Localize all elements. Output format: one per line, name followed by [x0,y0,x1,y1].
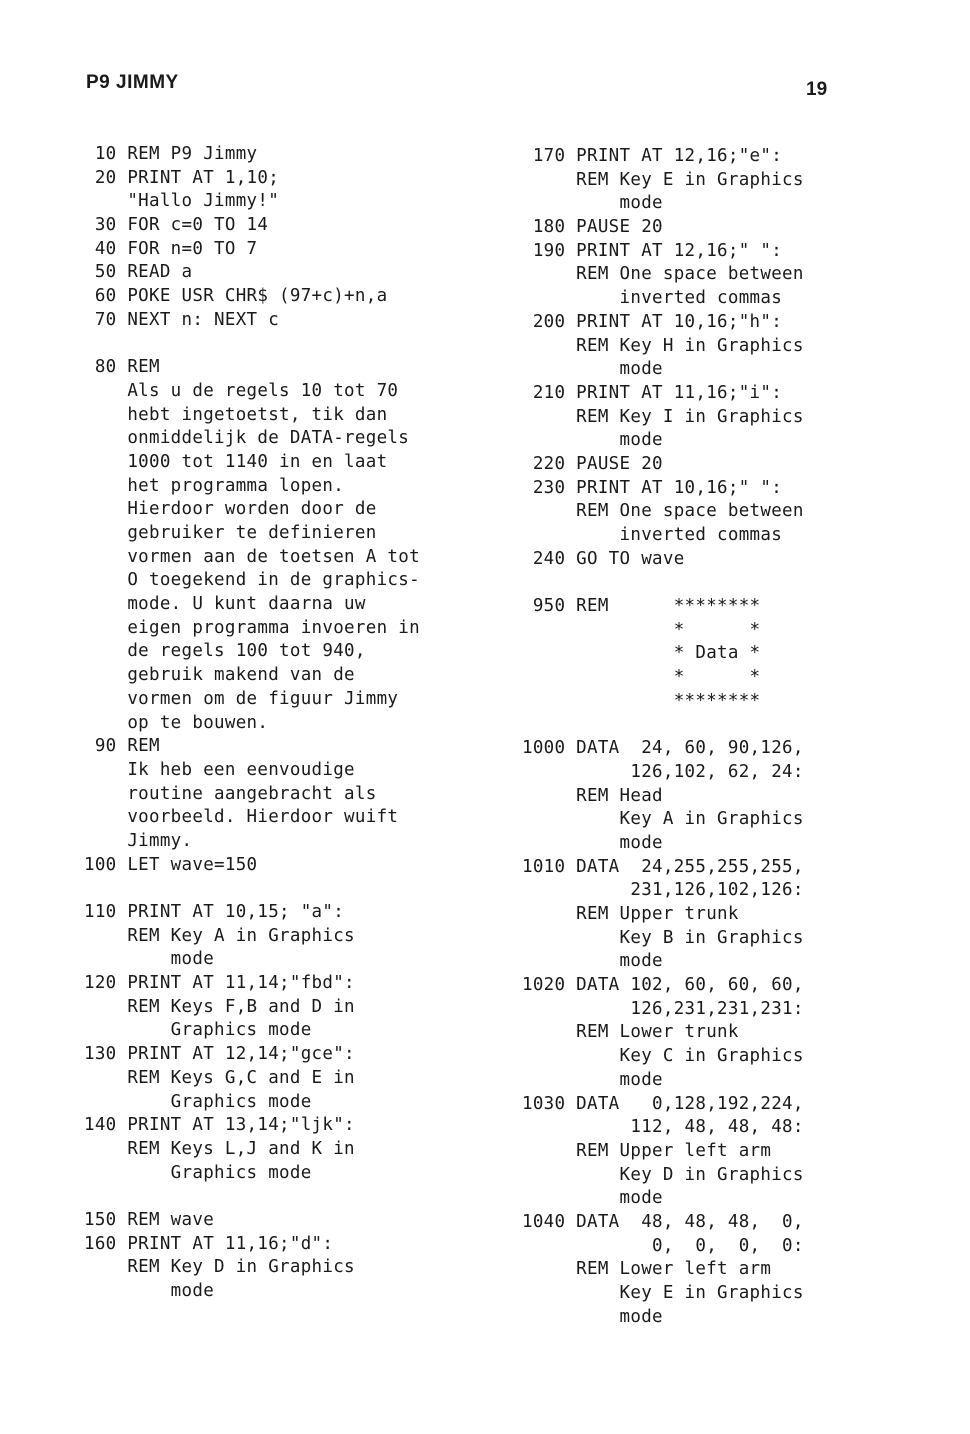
code-line: * * [522,619,761,640]
code-line: 160 PRINT AT 11,16;"d": [84,1233,334,1254]
code-line: 60 POKE USR CHR$ (97+c)+n,a [84,286,388,307]
code-line: Als u de regels 10 tot 70 [84,380,399,401]
code-line: 80 REM [84,357,160,378]
code-line: mode [522,1069,663,1090]
code-line: REM Key H in Graphics [522,335,804,356]
code-line: 1020 DATA 102, 60, 60, 60, [522,975,804,996]
code-line: 30 FOR c=0 TO 14 [84,215,269,236]
code-line: 50 READ a [84,262,193,283]
code-line [84,877,484,901]
code-line: 1000 tot 1140 in en laat [84,451,388,472]
code-line: REM Keys F,B and D in [84,996,355,1017]
code-line: 1010 DATA 24,255,255,255, [522,856,804,877]
code-line: Key C in Graphics [522,1046,804,1067]
code-line: REM Upper trunk [522,904,739,924]
code-line: Key D in Graphics [522,1164,804,1185]
code-line: 231,126,102,126: [522,880,804,901]
code-line: 1040 DATA 48, 48, 48, 0, [522,1211,804,1232]
code-line: Key E in Graphics [522,1283,804,1303]
code-line: * Data * [522,643,761,664]
code-line: REM Keys G,C and E in [84,1067,355,1088]
code-line: REM Upper left arm [522,1140,772,1161]
code-line: 170 PRINT AT 12,16;"e": [522,146,783,166]
code-line: 180 PAUSE 20 [522,217,663,238]
code-line: vormen om de figuur Jimmy [84,688,399,709]
code-line [522,571,942,595]
code-line: REM Lower trunk [522,1022,739,1043]
code-line: * * [522,667,761,688]
code-line: mode [522,359,663,380]
code-line: 220 PAUSE 20 [522,453,663,474]
code-line: 1000 DATA 24, 60, 90,126, [522,738,804,759]
code-line: mode [522,1188,663,1209]
code-line: mode [522,951,663,972]
code-line: 90 REM [84,736,160,757]
code-line: mode [522,430,663,451]
code-line: Key A in Graphics [522,809,804,830]
code-line: REM One space between [522,264,804,285]
code-line: 40 FOR n=0 TO 7 [84,238,258,259]
code-line: Graphics mode [84,1020,312,1041]
code-line [84,333,484,357]
code-line: 950 REM ******** [522,596,761,617]
page-title: P9 JIMMY [86,72,179,93]
code-line: routine aangebracht als [84,783,377,804]
code-line: REM Head [522,785,663,806]
code-line: eigen programma invoeren in [84,617,420,638]
code-line: vormen aan de toetsen A tot [84,546,420,567]
code-line: Ik heb een eenvoudige [84,759,355,780]
code-line: REM Keys L,J and K in [84,1138,355,1159]
code-line: gebruik makend van de [84,665,355,686]
code-line: hebt ingetoetst, tik dan [84,404,388,425]
code-line: mode. U kunt daarna uw [84,594,366,615]
code-line: 112, 48, 48, 48: [522,1117,804,1138]
code-line: inverted commas [522,288,783,309]
code-line: 126,231,231,231: [522,998,804,1019]
code-line: Key B in Graphics [522,927,804,948]
code-line: REM Key A in Graphics [84,925,355,946]
code-line: 10 REM P9 Jimmy [84,144,258,164]
code-line: 130 PRINT AT 12,14;"gce": [84,1044,355,1065]
program-listing-right-column [522,145,942,1329]
code-line [522,714,942,738]
code-line: 230 PRINT AT 10,16;" ": [522,477,783,498]
code-line: mode [84,949,215,970]
code-line: 210 PRINT AT 11,16;"i": [522,382,783,403]
code-line: O toegekend in de graphics- [84,570,420,591]
code-line: Graphics mode [84,1162,312,1183]
code-line: mode [522,832,663,853]
code-line: 100 LET wave=150 [84,854,258,875]
code-line: 190 PRINT AT 12,16;" ": [522,240,783,261]
code-line: de regels 100 tot 940, [84,641,366,662]
code-line: REM One space between [522,501,804,522]
code-line: gebruiker te definieren [84,523,377,543]
program-listing-left-column [84,143,484,1304]
code-line: 70 NEXT n: NEXT c [84,309,280,330]
code-line: ******** [522,690,761,711]
code-line: mode [84,1281,215,1301]
code-line: mode [522,193,663,214]
code-line: inverted commas [522,525,783,545]
code-line: het programma lopen. [84,475,345,496]
code-line: 240 GO TO wave [522,548,685,569]
code-line: REM Lower left arm [522,1259,772,1280]
code-line: 140 PRINT AT 13,14;"ljk": [84,1115,355,1136]
code-line: Graphics mode [84,1091,312,1112]
code-line: Jimmy. [84,830,193,851]
code-line: Hierdoor worden door de [84,499,377,520]
code-line: onmiddelijk de DATA-regels [84,428,410,449]
code-line: REM Key E in Graphics [522,169,804,190]
code-line: 150 REM wave [84,1209,215,1230]
code-line: op te bouwen. [84,712,269,733]
code-line: 20 PRINT AT 1,10; [84,167,280,188]
code-line: mode [522,1306,663,1327]
code-line: 110 PRINT AT 10,15; "a": [84,902,345,922]
code-line: 0, 0, 0, 0: [522,1235,804,1256]
code-line: 1030 DATA 0,128,192,224, [522,1093,804,1114]
code-line: REM Key I in Graphics [522,406,804,427]
code-line: "Hallo Jimmy!" [84,191,280,212]
code-line: REM Key D in Graphics [84,1257,355,1278]
code-line: 200 PRINT AT 10,16;"h": [522,311,783,332]
code-line: 126,102, 62, 24: [522,761,804,782]
code-line: voorbeeld. Hierdoor wuift [84,807,399,828]
code-line [84,1185,484,1209]
code-line: 120 PRINT AT 11,14;"fbd": [84,973,355,994]
page-number: 19 [806,79,828,100]
